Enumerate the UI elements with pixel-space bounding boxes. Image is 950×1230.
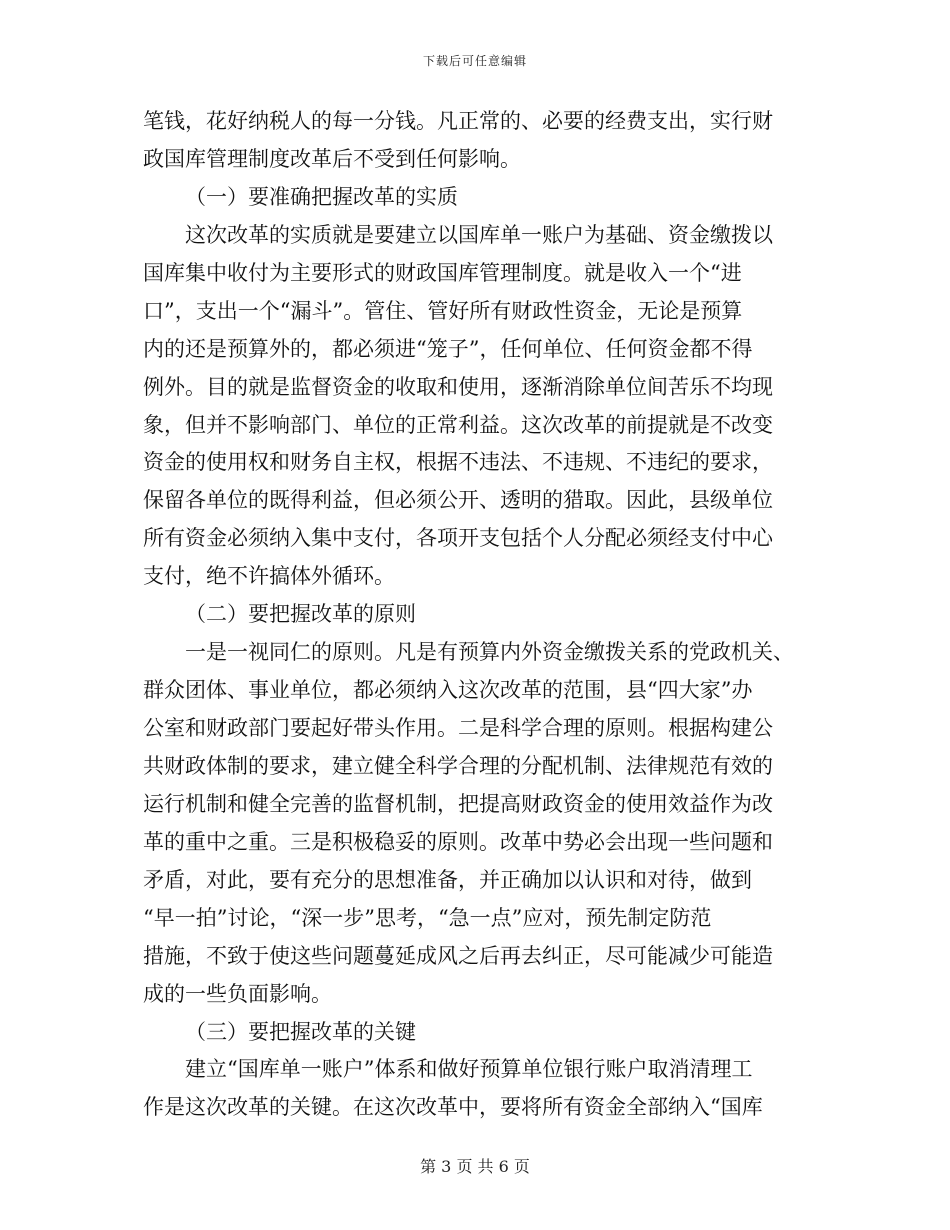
text-line: 革的重中之重。三是积极稳妥的原则。改革中势必会出现一些问题和 bbox=[143, 829, 773, 854]
text-line: 支付，绝不许搞体外循环。 bbox=[143, 564, 395, 589]
page-header: 下载后可任意编辑 bbox=[422, 54, 527, 68]
text-line: 这次改革的实质就是要建立以国库单一账户为基础、资金缴拨以 bbox=[185, 222, 773, 247]
text-line: 资金的使用权和财务自主权，根据不违法、不违规、不违纪的要求， bbox=[143, 450, 773, 475]
text-line: 一是一视同仁的原则。凡是有预算内外资金缴拨关系的党政机关、 bbox=[185, 640, 794, 665]
text-line: 公室和财政部门要起好带头作用。二是科学合理的原则。根据构建公 bbox=[143, 716, 773, 740]
page-footer: 第 3 页 共 6 页 bbox=[420, 1157, 530, 1176]
text-line: 建立“国库单一账户”体系和做好预算单位银行账户取消清理工 bbox=[185, 1057, 753, 1082]
text-line: （二）要把握改革的原则 bbox=[185, 602, 416, 627]
text-line: （三）要把握改革的关键 bbox=[185, 1019, 416, 1044]
text-line: 政国库管理制度改革后不受到任何影响。 bbox=[143, 146, 521, 171]
text-line: 群众团体、事业单位，都必须纳入这次改革的范围，县“四大家”办 bbox=[143, 678, 753, 703]
text-line: 保留各单位的既得利益，但必须公开、透明的猎取。因此，县级单位 bbox=[143, 488, 773, 513]
text-line: 共财政体制的要求，建立健全科学合理的分配机制、法律规范有效的 bbox=[143, 753, 773, 778]
text-line: 运行机制和健全完善的监督机制，把提高财政资金的使用效益作为改 bbox=[143, 791, 773, 816]
text-line: 成的一些负面影响。 bbox=[143, 981, 332, 1006]
text-line: 口”，支出一个“漏斗”。管住、管好所有财政性资金，无论是预算 bbox=[143, 298, 743, 323]
document-body bbox=[143, 103, 808, 1127]
text-line: 笔钱，花好纳税人的每一分钱。凡正常的、必要的经费支出，实行财 bbox=[143, 109, 773, 133]
text-line: 矛盾，对此，要有充分的思想准备，并正确加以认识和对待，做到 bbox=[143, 867, 752, 892]
text-line: （一）要准确把握改革的实质 bbox=[185, 184, 458, 209]
text-line: 象，但并不影响部门、单位的正常利益。这次改革的前提就是不改变 bbox=[143, 412, 773, 437]
text-line: 措施，不致于使这些问题蔓延成风之后再去纠正，尽可能减少可能造 bbox=[143, 943, 773, 968]
text-line: 所有资金必须纳入集中支付，各项开支包括个人分配必须经支付中心 bbox=[143, 526, 773, 551]
text-line: 国库集中收付为主要形式的财政国库管理制度。就是收入一个“进 bbox=[143, 260, 742, 285]
text-line: 内的还是预算外的，都必须进“笼子”，任何单位、任何资金都不得 bbox=[143, 336, 753, 361]
text-line: 作是这次改革的关键。在这次改革中，要将所有资金全部纳入“国库 bbox=[143, 1095, 763, 1120]
text-line: 例外。目的就是监督资金的收取和使用，逐渐消除单位间苦乐不均现 bbox=[143, 374, 773, 399]
text-line: “早一拍”讨论，“深一步”思考，“急一点”应对，预先制定防范 bbox=[143, 905, 712, 930]
